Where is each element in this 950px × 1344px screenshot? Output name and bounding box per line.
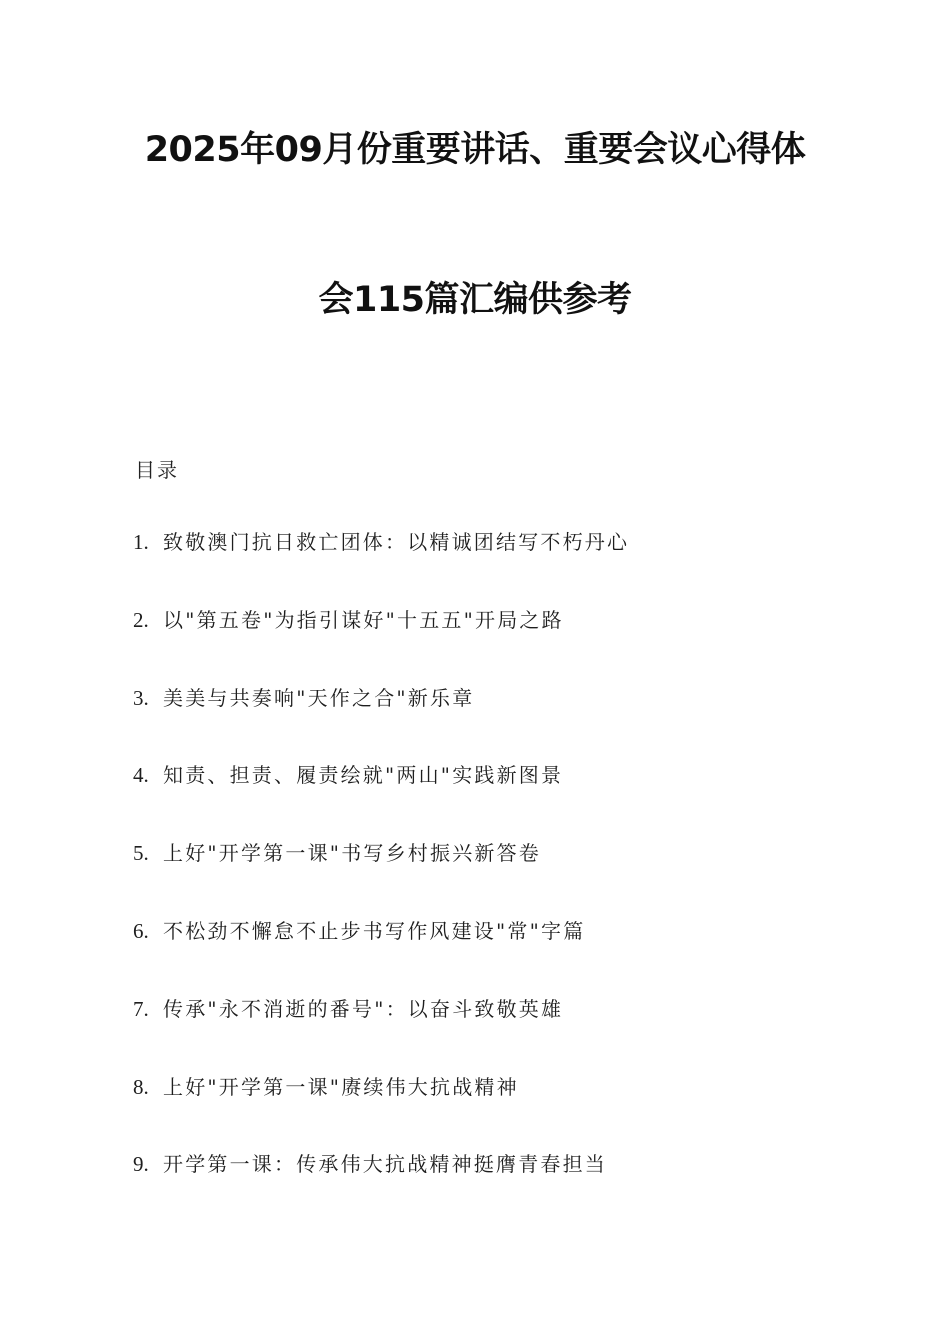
toc-item-text: 致敬澳门抗日救亡团体：以精诚团结写不朽丹心 [163,530,630,554]
toc-item [133,1150,833,1228]
toc-item-number: 2. [133,607,149,632]
toc-item-text: 上好"开学第一课"赓续伟大抗战精神 [163,1074,519,1099]
toc-item-number: 4. [133,763,149,788]
toc-item-number: 7. [133,996,149,1021]
toc-item-number: 3. [133,685,149,710]
toc-item-number: 1. [133,530,149,554]
toc-item [133,839,833,917]
toc-item-number: 9. [133,1152,149,1177]
toc-item-number: 5. [133,841,149,866]
toc-item [133,684,833,762]
toc-item-text: 以"第五卷"为指引谋好"十五五"开局之路 [163,607,564,632]
toc-heading: 目录 [135,458,179,482]
toc-item-text: 知责、担责、履责绘就"两山"实践新图景 [163,763,564,788]
toc-item-text: 上好"开学第一课"书写乡村振兴新答卷 [163,841,541,866]
toc-list [133,528,833,1228]
toc-item [133,528,833,606]
document-title-line-1: 2025年09月份重要讲话、重要会议心得体 [144,130,806,170]
toc-item-text: 传承"永不消逝的番号"：以奋斗致敬英雄 [163,996,564,1021]
toc-item [133,761,833,839]
document-title-line-2: 会115篇汇编供参考 [318,280,632,320]
toc-item [133,1073,833,1151]
toc-item-text: 开学第一课：传承伟大抗战精神挺膺青春担当 [163,1152,607,1177]
toc-item [133,917,833,995]
toc-item [133,606,833,684]
toc-item-text: 美美与共奏响"天作之合"新乐章 [163,685,475,710]
toc-item-number: 8. [133,1074,149,1099]
toc-item [133,995,833,1073]
toc-item-text: 不松劲不懈怠不止步书写作风建设"常"字篇 [163,918,586,943]
toc-item-number: 6. [133,918,149,943]
